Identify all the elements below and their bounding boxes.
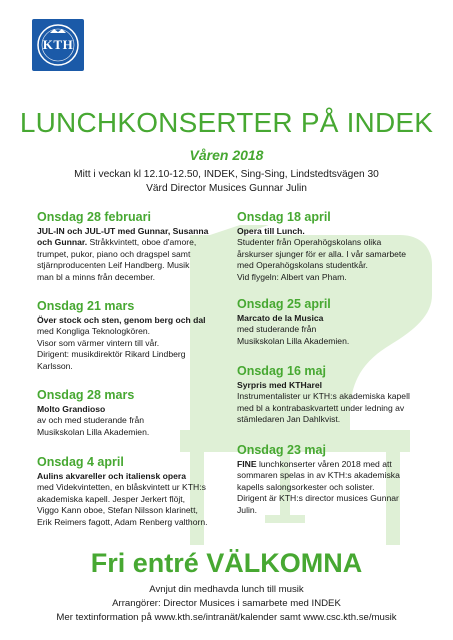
event-body bbox=[37, 315, 252, 372]
event-line: sommaren spelas in av KTH:s akademiska bbox=[237, 470, 400, 481]
footer-line: Arrangörer: Director Musices i samarbete med INDEK bbox=[112, 598, 341, 609]
event-body bbox=[237, 226, 452, 283]
event-headline-part: FINE bbox=[237, 459, 257, 469]
event-body bbox=[37, 226, 252, 283]
page-title: LUNCHKONSERTER PÅ INDEK bbox=[19, 107, 434, 138]
event-text-part: Stråkkvintett, oboe d'amore, bbox=[87, 237, 197, 248]
event-text-part: lunchkonserter våren 2018 med att bbox=[256, 459, 392, 469]
event-line: årskurser sjunger för er alla. I vår samarbete bbox=[237, 248, 407, 259]
event-line: akademiska kapell. Jesper Jerkert flöjt, bbox=[37, 493, 186, 504]
event-line: Karlsson. bbox=[37, 360, 73, 371]
footer-title: Fri entré VÄLKOMNA bbox=[90, 548, 363, 578]
event-date: Onsdag 28 mars bbox=[37, 388, 135, 402]
event-line: stjärnproducenten Leif Handberg. Musik bbox=[37, 260, 190, 271]
event-28-feb bbox=[37, 210, 252, 283]
event-23-maj bbox=[237, 443, 452, 516]
event-line: med Operahögskolans studentkår. bbox=[237, 260, 368, 271]
event-28-mar bbox=[37, 388, 252, 438]
event-date: Onsdag 4 april bbox=[37, 455, 124, 469]
event-line: man bl a minns från december. bbox=[37, 271, 155, 282]
event-body bbox=[237, 459, 452, 516]
event-date: Onsdag 28 februari bbox=[37, 210, 151, 224]
event-date: Onsdag 18 april bbox=[237, 210, 331, 224]
event-line: med bl a kontrabaskvartett under ledning av bbox=[237, 402, 405, 413]
event-headline: JUL-IN och JUL-UT med Gunnar, Susanna bbox=[37, 226, 209, 236]
event-line: Visor som värmer vintern till vår. bbox=[37, 337, 160, 348]
event-line: Musikskolan Lilla Akademien. bbox=[37, 426, 150, 437]
event-body bbox=[37, 471, 252, 528]
event-headline: Över stock och sten, genom berg och dal bbox=[37, 315, 206, 325]
event-headline: Aulins akvareller och italiensk opera bbox=[37, 471, 187, 481]
kth-logo bbox=[32, 19, 84, 71]
event-line: Instrumentalister ur KTH:s akademiska kapell bbox=[237, 391, 410, 402]
footer-line: Mer textinformation på www.kth.se/intranät/kalender samt www.csc.kth.se/musik bbox=[56, 612, 397, 623]
event-line: Viggo Kann oboe, Stefan Nilsson klarinett, bbox=[37, 505, 198, 516]
event-body bbox=[37, 404, 252, 438]
event-headline: Molto Grandioso bbox=[37, 404, 106, 414]
event-line: med Videkvintetten, en blåskvintett ur KTH:s bbox=[37, 482, 206, 493]
event-16-maj bbox=[237, 364, 452, 426]
event-headline: Opera till Lunch. bbox=[237, 226, 305, 236]
event-line: Vid flygeln: Albert van Pham. bbox=[237, 271, 347, 282]
event-body bbox=[237, 313, 452, 347]
event-headline: Syrpris med KTHarel bbox=[237, 380, 323, 390]
info-block bbox=[0, 168, 453, 196]
event-line: Studenter från Operahögskolans olika bbox=[237, 237, 382, 248]
event-line: Dirigent är KTH:s director musices Gunnar bbox=[237, 493, 399, 504]
event-line bbox=[237, 459, 452, 470]
event-body bbox=[237, 380, 452, 426]
event-date: Onsdag 16 maj bbox=[237, 364, 326, 378]
event-line: med Kongliga Teknologkören. bbox=[37, 326, 151, 337]
event-line bbox=[37, 237, 252, 248]
event-line: Dirigent: musikdirektör Rikard Lindberg bbox=[37, 349, 186, 360]
event-18-apr bbox=[237, 210, 452, 283]
event-line: med studerande från bbox=[237, 324, 317, 335]
event-25-apr bbox=[237, 297, 452, 347]
footer-lines bbox=[0, 583, 453, 625]
event-line: stämledaren Jan Dahlkvist. bbox=[237, 414, 341, 425]
event-line: kapells salongsorkester och solister. bbox=[237, 481, 375, 492]
event-line: trumpet, pukor, piano och dragspel samt bbox=[37, 248, 191, 259]
event-headline: Marcato de la Musica bbox=[237, 313, 324, 323]
event-date: Onsdag 25 april bbox=[237, 297, 331, 311]
event-line: Julin. bbox=[237, 504, 258, 515]
footer-line: Avnjut din medhavda lunch till musik bbox=[149, 584, 304, 595]
event-line: Erik Reimers fagott, Adam Renberg valthorn. bbox=[37, 516, 208, 527]
event-line: av och med studerande från bbox=[37, 415, 145, 426]
event-line: Musikskolan Lilla Akademien. bbox=[237, 335, 350, 346]
event-headline-part: och Gunnar. bbox=[37, 237, 88, 248]
event-4-apr bbox=[37, 455, 252, 528]
info-line: Värd Director Musices Gunnar Julin bbox=[146, 183, 307, 194]
info-line: Mitt i veckan kl 12.10-12.50, INDEK, Sing-Sing, Lindstedtsvägen 30 bbox=[74, 169, 379, 180]
event-date: Onsdag 23 maj bbox=[237, 443, 326, 457]
logo-text: KTH bbox=[42, 37, 74, 52]
page-subtitle: Våren 2018 bbox=[189, 147, 264, 163]
event-21-mar bbox=[37, 299, 252, 372]
event-date: Onsdag 21 mars bbox=[37, 299, 135, 313]
